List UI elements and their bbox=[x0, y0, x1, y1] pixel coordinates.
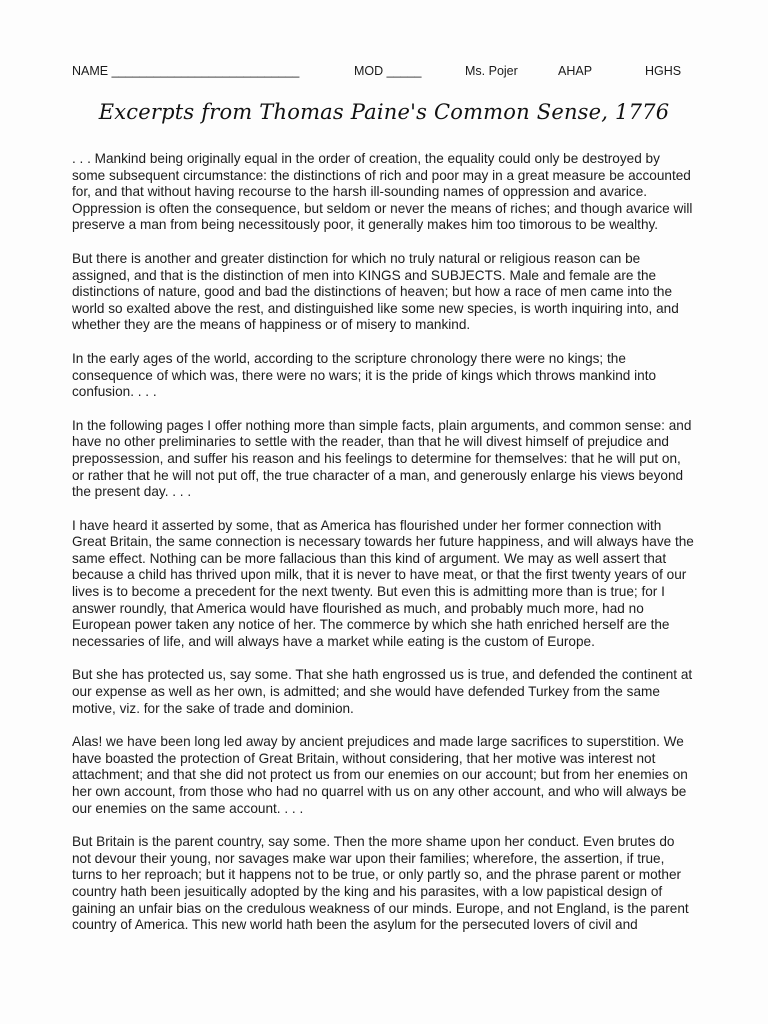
page-title: Excerpts from Thomas Paine's Common Sense, 1776 bbox=[98, 100, 670, 124]
teacher-name: Ms. Pojer bbox=[465, 64, 518, 78]
paragraph: But Britain is the parent country, say some. Then the more shame upon her conduct. Even brutes do not devour their young, nor savages make war upon their families; wherefore, the assertion, if true, turns to her reproach; but it happens not to be true, or only partly so, and the phrase parent or mother country hath been jesuitically adopted by the king and his parasites, with a low papistical design of gaining an unfair bias on the credulous weakness of our minds. Europe, and not England, is the parent country of America. This new world hath been the asylum for the persecuted lovers of civil and bbox=[72, 834, 689, 933]
name-field: NAME ___________________________ bbox=[72, 64, 300, 78]
paragraph: But she has protected us, say some. That she hath engrossed us is true, and defended the continent at our expense as well as her own, is admitted; and she would have defended Turkey from the same motive, viz. for the sake of trade and dominion. bbox=[72, 667, 693, 716]
worksheet-header bbox=[72, 64, 712, 82]
document-body bbox=[72, 151, 696, 951]
mod-field: MOD _____ bbox=[354, 64, 422, 78]
paragraph: . . . Mankind being originally equal in the order of creation, the equality could only be destroyed by some subsequent circumstance: the distinctions of rich and poor may in a great measure be accounted for, and that without having recourse to the harsh ill-sounding names of oppression and avarice. Oppression is often the consequence, but seldom or never the means of riches; and though avarice will preserve a man from being necessitously poor, it generally makes him too timorous to be wealthy. bbox=[72, 151, 693, 233]
paragraph: But there is another and greater distinction for which no truly natural or religious reason can be assigned, and that is the distinction of men into KINGS and SUBJECTS. Male and female are the distinctions of nature, good and bad the distinctions of heaven; but how a race of men came into the world so exalted above the rest, and distinguished like some new species, is worth inquiring into, and whether they are the means of happiness or of misery to mankind. bbox=[72, 250, 679, 333]
paragraph: In the early ages of the world, according to the scripture chronology there were no kings; the consequence of which was, there were no wars; it is the pride of kings which throws mankind into confusion. . . . bbox=[72, 350, 657, 400]
school-name: HGHS bbox=[645, 64, 682, 78]
paragraph: I have heard it asserted by some, that as America has flourished under her former connection with Great Britain, the same connection is necessary towards her future happiness, and will always have the same effect. Nothing can be more fallacious than this kind of argument. We may as well assert that because a child has thrived upon milk, that it is never to have meat, or that the first twenty years of our lives is to become a precedent for the next twenty. But even this is admitting more than is true; for I answer roundly, that America would have flourished as much, and probably much more, had no European power taken any notice of her. The commerce by which she hath enriched herself are the necessaries of life, and will always have a market while eating is the custom of Europe. bbox=[72, 517, 694, 649]
course-name: AHAP bbox=[558, 64, 593, 78]
paragraph: Alas! we have been long led away by ancient prejudices and made large sacrifices to superstition. We have boasted the protection of Great Britain, without considering, that her motive was interest not attachment; and that she did not protect us from our enemies on our account; but from her enemies on her own account, from those who had no quarrel with us on any other account, and who will always be our enemies on the same account. . . . bbox=[72, 734, 688, 816]
paragraph: In the following pages I offer nothing more than simple facts, plain arguments, and common sense: and have no other preliminaries to settle with the reader, than that he will divest himself of prejudice and prepossession, and suffer his reason and his feelings to determine for themselves: that he will put on, or rather that he will not put off, the true character of a man, and generously enlarge his views beyond the present day. . . . bbox=[72, 417, 692, 500]
